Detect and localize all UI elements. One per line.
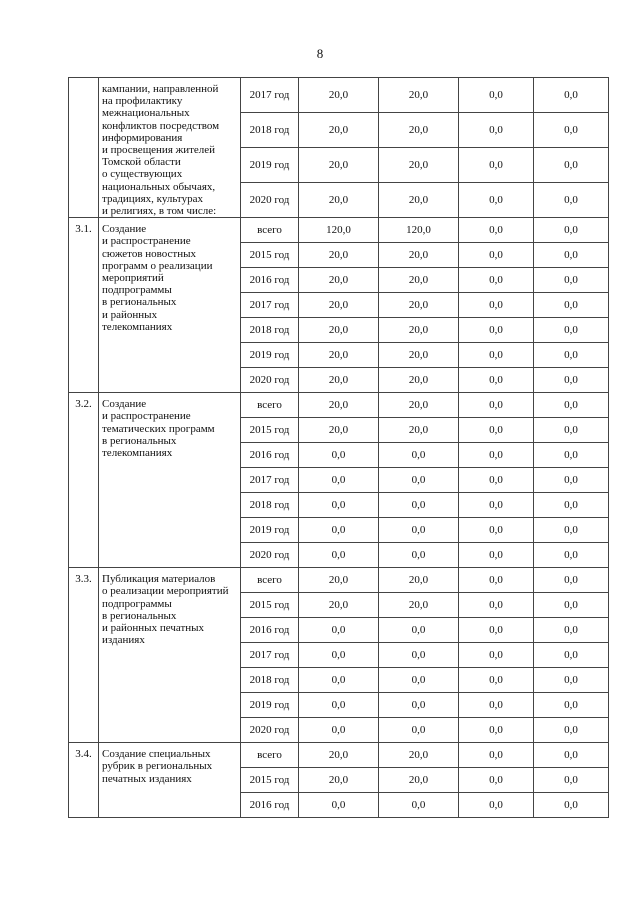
federal-budget-cell: 0,0	[459, 768, 534, 793]
item-number: 3.1.	[69, 218, 99, 393]
federal-budget-cell: 0,0	[459, 218, 534, 243]
other-funds-cell: 0,0	[534, 718, 609, 743]
other-funds-cell: 0,0	[534, 468, 609, 493]
total-funds-cell: 20,0	[299, 393, 379, 418]
federal-budget-cell: 0,0	[459, 148, 534, 183]
other-funds-cell: 0,0	[534, 243, 609, 268]
period-cell: 2019 год	[241, 148, 299, 183]
other-funds-cell: 0,0	[534, 568, 609, 593]
regional-budget-cell: 20,0	[379, 343, 459, 368]
other-funds-cell: 0,0	[534, 443, 609, 468]
period-cell: 2020 год	[241, 183, 299, 218]
period-cell: 2016 год	[241, 443, 299, 468]
total-funds-cell: 0,0	[299, 493, 379, 518]
regional-budget-cell: 20,0	[379, 148, 459, 183]
other-funds-cell: 0,0	[534, 318, 609, 343]
federal-budget-cell: 0,0	[459, 693, 534, 718]
federal-budget-cell: 0,0	[459, 793, 534, 818]
federal-budget-cell: 0,0	[459, 318, 534, 343]
other-funds-cell: 0,0	[534, 343, 609, 368]
period-cell: всего	[241, 393, 299, 418]
regional-budget-cell: 20,0	[379, 78, 459, 113]
total-funds-cell: 20,0	[299, 183, 379, 218]
regional-budget-cell: 20,0	[379, 593, 459, 618]
regional-budget-cell: 0,0	[379, 518, 459, 543]
period-cell: 2015 год	[241, 243, 299, 268]
item-number: 3.3.	[69, 568, 99, 743]
total-funds-cell: 0,0	[299, 468, 379, 493]
item-name: Создание специальных рубрик в региональных печатных изданиях	[99, 743, 241, 818]
regional-budget-cell: 0,0	[379, 693, 459, 718]
table-row	[69, 218, 609, 243]
total-funds-cell: 20,0	[299, 568, 379, 593]
other-funds-cell: 0,0	[534, 368, 609, 393]
period-cell: 2016 год	[241, 793, 299, 818]
total-funds-cell: 0,0	[299, 443, 379, 468]
federal-budget-cell: 0,0	[459, 668, 534, 693]
period-cell: всего	[241, 568, 299, 593]
federal-budget-cell: 0,0	[459, 543, 534, 568]
other-funds-cell: 0,0	[534, 113, 609, 148]
federal-budget-cell: 0,0	[459, 618, 534, 643]
other-funds-cell: 0,0	[534, 293, 609, 318]
period-cell: 2018 год	[241, 668, 299, 693]
federal-budget-cell: 0,0	[459, 443, 534, 468]
federal-budget-cell: 0,0	[459, 743, 534, 768]
item-name: Создание и распространение сюжетов новостных программ о реализации мероприятий подпрограммы в региональных и районных телекомпаниях	[99, 218, 241, 393]
total-funds-cell: 0,0	[299, 518, 379, 543]
regional-budget-cell: 0,0	[379, 468, 459, 493]
other-funds-cell: 0,0	[534, 743, 609, 768]
period-cell: 2015 год	[241, 418, 299, 443]
federal-budget-cell: 0,0	[459, 78, 534, 113]
item-number: 3.2.	[69, 393, 99, 568]
period-cell: 2020 год	[241, 368, 299, 393]
other-funds-cell: 0,0	[534, 618, 609, 643]
period-cell: 2016 год	[241, 268, 299, 293]
other-funds-cell: 0,0	[534, 493, 609, 518]
total-funds-cell: 20,0	[299, 148, 379, 183]
other-funds-cell: 0,0	[534, 148, 609, 183]
table-body	[69, 78, 609, 818]
other-funds-cell: 0,0	[534, 418, 609, 443]
period-cell: 2017 год	[241, 78, 299, 113]
total-funds-cell: 20,0	[299, 318, 379, 343]
total-funds-cell: 20,0	[299, 243, 379, 268]
regional-budget-cell: 0,0	[379, 543, 459, 568]
federal-budget-cell: 0,0	[459, 643, 534, 668]
table-row	[69, 743, 609, 768]
other-funds-cell: 0,0	[534, 693, 609, 718]
regional-budget-cell: 20,0	[379, 318, 459, 343]
regional-budget-cell: 20,0	[379, 268, 459, 293]
total-funds-cell: 20,0	[299, 343, 379, 368]
regional-budget-cell: 120,0	[379, 218, 459, 243]
period-cell: 2017 год	[241, 643, 299, 668]
period-cell: 2019 год	[241, 518, 299, 543]
regional-budget-cell: 20,0	[379, 183, 459, 218]
other-funds-cell: 0,0	[534, 543, 609, 568]
federal-budget-cell: 0,0	[459, 568, 534, 593]
federal-budget-cell: 0,0	[459, 243, 534, 268]
item-number: 3.4.	[69, 743, 99, 818]
item-name: Создание и распространение тематических программ в региональных телекомпаниях	[99, 393, 241, 568]
period-cell: 2017 год	[241, 293, 299, 318]
regional-budget-cell: 20,0	[379, 393, 459, 418]
federal-budget-cell: 0,0	[459, 518, 534, 543]
federal-budget-cell: 0,0	[459, 718, 534, 743]
regional-budget-cell: 0,0	[379, 643, 459, 668]
period-cell: всего	[241, 218, 299, 243]
period-cell: 2019 год	[241, 693, 299, 718]
total-funds-cell: 0,0	[299, 668, 379, 693]
federal-budget-cell: 0,0	[459, 343, 534, 368]
regional-budget-cell: 20,0	[379, 368, 459, 393]
item-number	[69, 78, 99, 218]
regional-budget-cell: 20,0	[379, 568, 459, 593]
total-funds-cell: 20,0	[299, 368, 379, 393]
federal-budget-cell: 0,0	[459, 293, 534, 318]
regional-budget-cell: 0,0	[379, 718, 459, 743]
federal-budget-cell: 0,0	[459, 593, 534, 618]
period-cell: 2015 год	[241, 593, 299, 618]
other-funds-cell: 0,0	[534, 183, 609, 218]
regional-budget-cell: 20,0	[379, 768, 459, 793]
total-funds-cell: 20,0	[299, 743, 379, 768]
item-name: кампании, направленной на профилактику межнациональных конфликтов посредством информирования и просвещения жителей Томской области о существующих национальных обычаях, традициях, культурах и религиях, в том числе:	[99, 78, 241, 218]
federal-budget-cell: 0,0	[459, 493, 534, 518]
other-funds-cell: 0,0	[534, 78, 609, 113]
total-funds-cell: 0,0	[299, 543, 379, 568]
other-funds-cell: 0,0	[534, 643, 609, 668]
regional-budget-cell: 20,0	[379, 113, 459, 148]
period-cell: 2018 год	[241, 318, 299, 343]
other-funds-cell: 0,0	[534, 793, 609, 818]
period-cell: 2018 год	[241, 113, 299, 148]
total-funds-cell: 120,0	[299, 218, 379, 243]
period-cell: 2017 год	[241, 468, 299, 493]
federal-budget-cell: 0,0	[459, 393, 534, 418]
total-funds-cell: 0,0	[299, 618, 379, 643]
total-funds-cell: 0,0	[299, 718, 379, 743]
total-funds-cell: 20,0	[299, 268, 379, 293]
page-number: 8	[316, 46, 324, 61]
regional-budget-cell: 0,0	[379, 668, 459, 693]
total-funds-cell: 0,0	[299, 793, 379, 818]
period-cell: 2020 год	[241, 718, 299, 743]
total-funds-cell: 20,0	[299, 593, 379, 618]
period-cell: 2018 год	[241, 493, 299, 518]
federal-budget-cell: 0,0	[459, 368, 534, 393]
other-funds-cell: 0,0	[534, 393, 609, 418]
regional-budget-cell: 0,0	[379, 618, 459, 643]
regional-budget-cell: 20,0	[379, 743, 459, 768]
federal-budget-cell: 0,0	[459, 268, 534, 293]
period-cell: 2019 год	[241, 343, 299, 368]
other-funds-cell: 0,0	[534, 768, 609, 793]
total-funds-cell: 20,0	[299, 113, 379, 148]
total-funds-cell: 20,0	[299, 293, 379, 318]
other-funds-cell: 0,0	[534, 593, 609, 618]
period-cell: всего	[241, 743, 299, 768]
federal-budget-cell: 0,0	[459, 418, 534, 443]
other-funds-cell: 0,0	[534, 518, 609, 543]
federal-budget-cell: 0,0	[459, 113, 534, 148]
federal-budget-cell: 0,0	[459, 183, 534, 218]
item-name: Публикация материалов о реализации мероприятий подпрограммы в региональных и районных печатных изданиях	[99, 568, 241, 743]
total-funds-cell: 20,0	[299, 768, 379, 793]
regional-budget-cell: 0,0	[379, 493, 459, 518]
federal-budget-cell: 0,0	[459, 468, 534, 493]
period-cell: 2016 год	[241, 618, 299, 643]
total-funds-cell: 0,0	[299, 693, 379, 718]
regional-budget-cell: 0,0	[379, 443, 459, 468]
regional-budget-cell: 20,0	[379, 293, 459, 318]
other-funds-cell: 0,0	[534, 218, 609, 243]
total-funds-cell: 20,0	[299, 78, 379, 113]
table-row	[69, 393, 609, 418]
budget-table	[68, 77, 609, 818]
total-funds-cell: 20,0	[299, 418, 379, 443]
other-funds-cell: 0,0	[534, 268, 609, 293]
period-cell: 2020 год	[241, 543, 299, 568]
total-funds-cell: 0,0	[299, 643, 379, 668]
period-cell: 2015 год	[241, 768, 299, 793]
table-row	[69, 78, 609, 113]
regional-budget-cell: 20,0	[379, 243, 459, 268]
other-funds-cell: 0,0	[534, 668, 609, 693]
regional-budget-cell: 0,0	[379, 793, 459, 818]
regional-budget-cell: 20,0	[379, 418, 459, 443]
table-row	[69, 568, 609, 593]
